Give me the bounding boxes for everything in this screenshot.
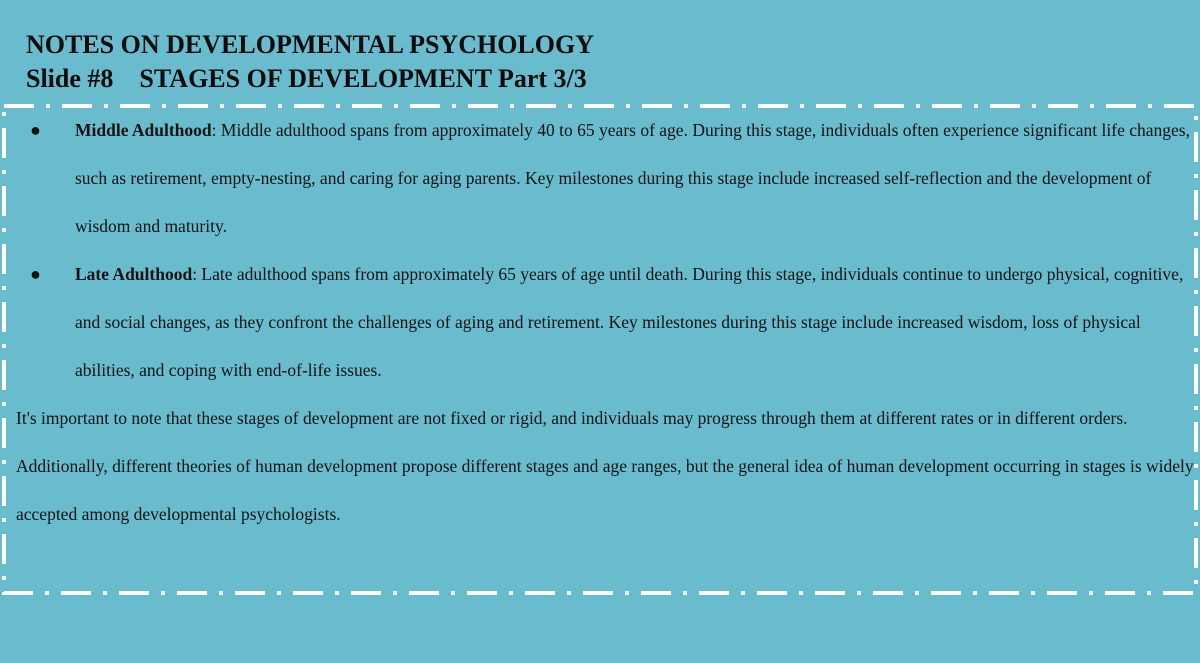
- bullet-middle-adulthood: [16, 106, 1194, 250]
- slide-header: [26, 28, 594, 96]
- bullet-late-adulthood: [16, 250, 1194, 394]
- bullet-term: Late Adulthood: [75, 264, 193, 284]
- slide-content: [16, 106, 1194, 538]
- bullet-text: : Middle adulthood spans from approximately 40 to 65 years of age. During this stage, individuals often experience significant life changes, such as retirement, empty-nesting, and caring for aging parents. Key milestones during this stage include increased self-reflection and the development of wisdom and maturity.: [75, 120, 1190, 236]
- closing-paragraph: It's important to note that these stages of development are not fixed or rigid, and individuals may progress through them at different rates or in different orders. Additionally, different theories of human development propose different stages and age ranges, but the general idea of human development occurring in stages is widely accepted among developmental psychologists.: [16, 408, 1194, 524]
- slide-number: Slide #8: [26, 64, 114, 93]
- bullet-dot-icon: ●: [30, 264, 41, 284]
- notes-title: NOTES ON DEVELOPMENTAL PSYCHOLOGY: [26, 30, 594, 59]
- slide-title: STAGES OF DEVELOPMENT Part 3/3: [139, 64, 587, 93]
- bullet-dot-icon: ●: [30, 120, 41, 140]
- bullet-term: Middle Adulthood: [75, 120, 212, 140]
- bullet-text: : Late adulthood spans from approximately 65 years of age until death. During this stage, individuals continue to undergo physical, cognitive, and social changes, as they confront the challenges of aging and retirement. Key milestones during this stage include increased wisdom, loss of physical abilities, and coping with end-of-life issues.: [75, 264, 1184, 380]
- slide-subtitle: [26, 62, 594, 96]
